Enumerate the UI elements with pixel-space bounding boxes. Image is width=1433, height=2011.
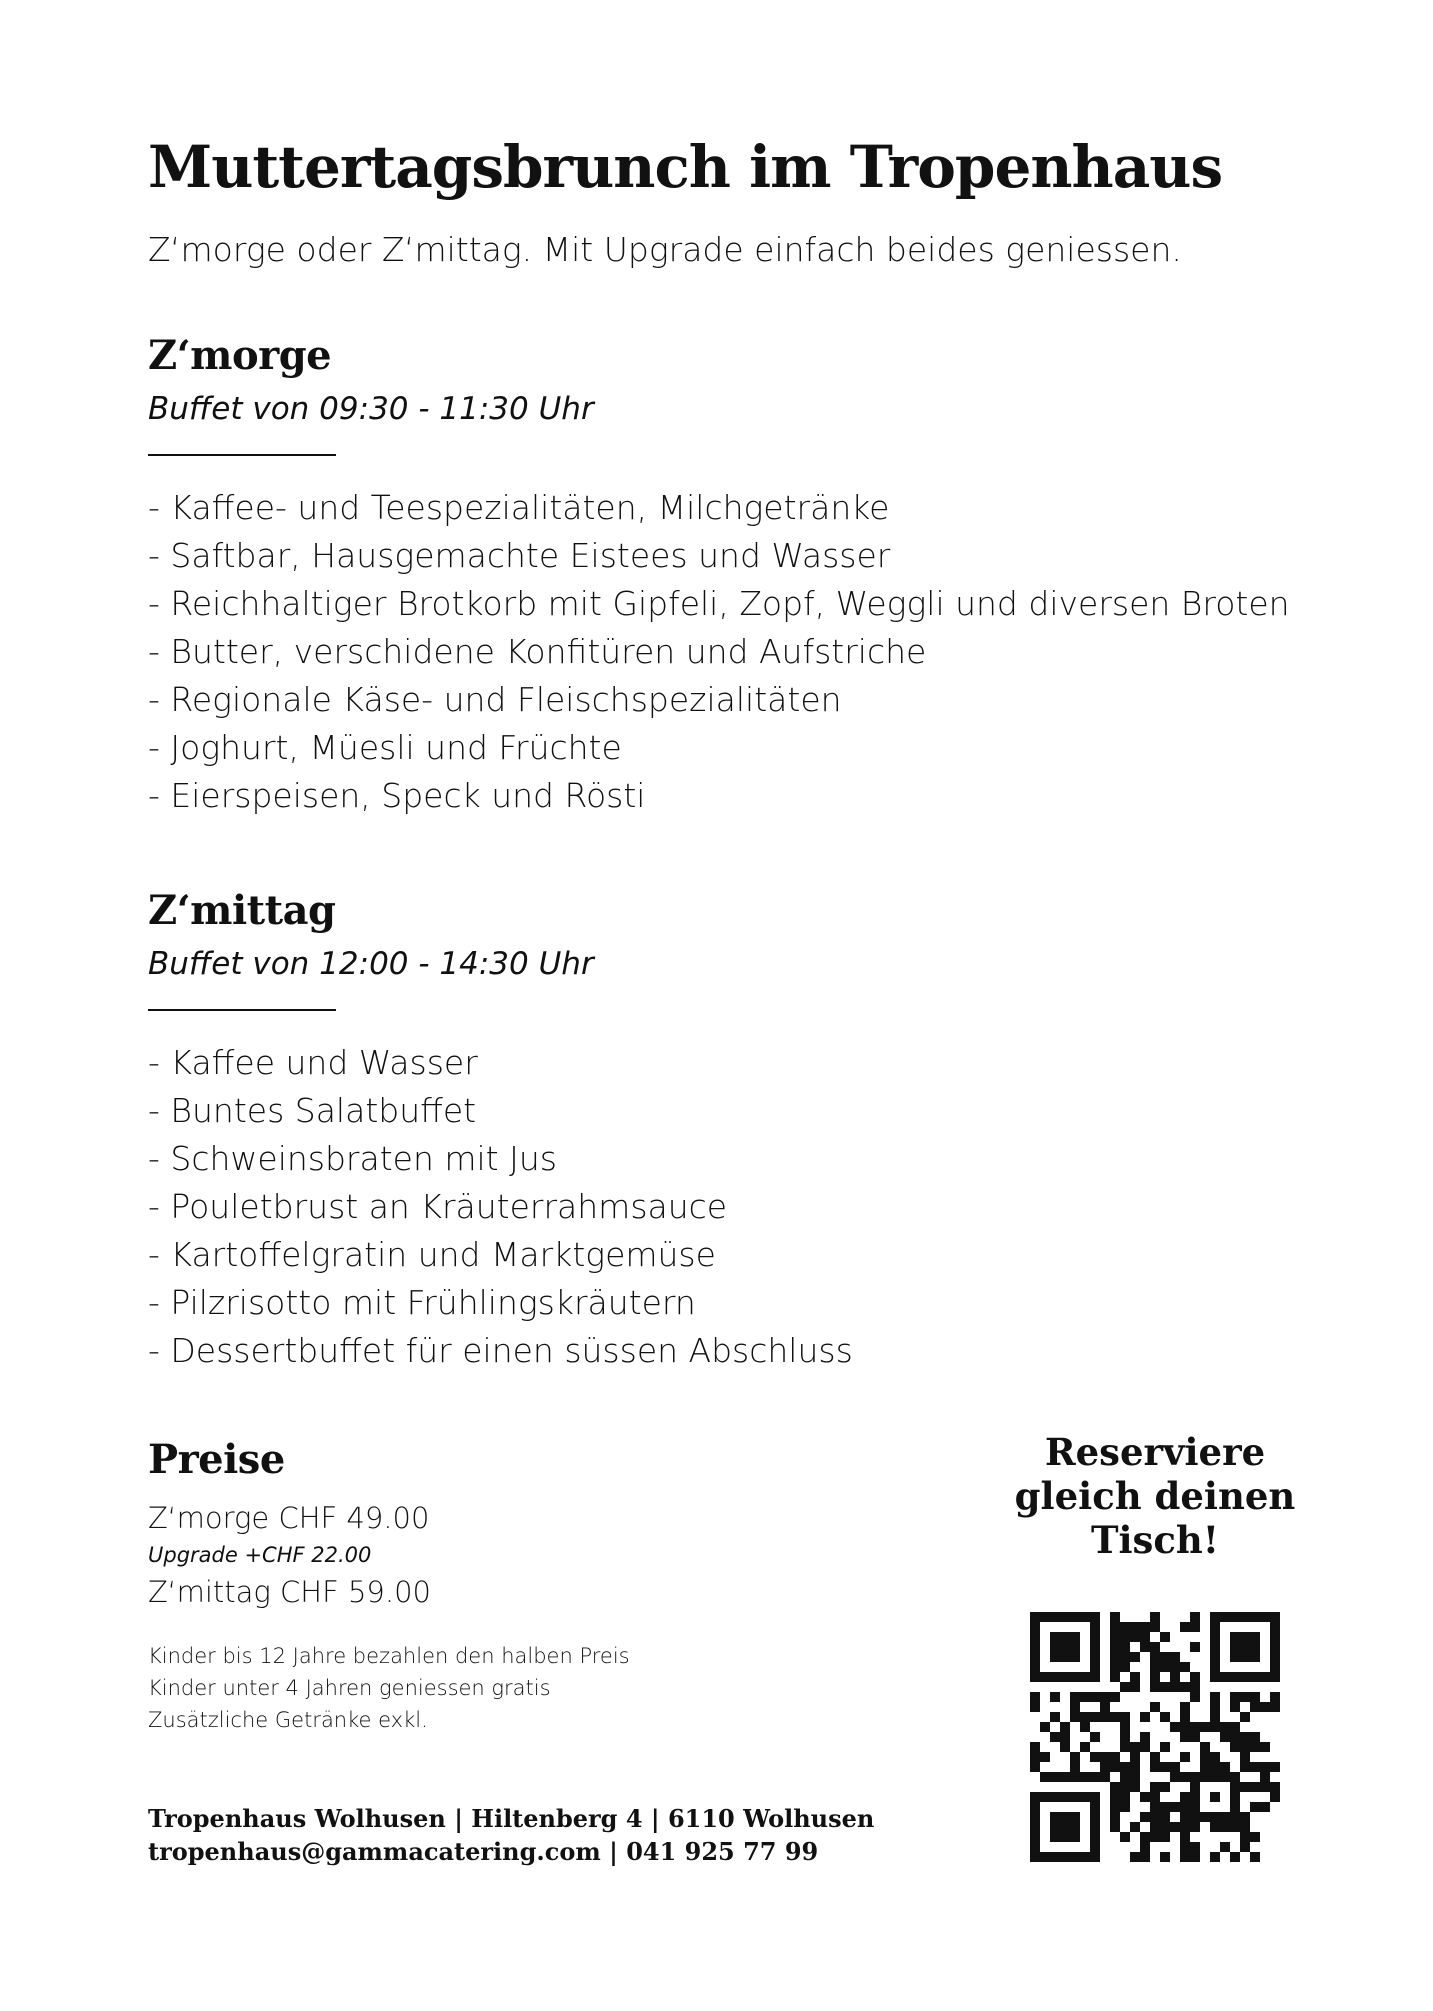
zmittag-item-list (148, 1039, 1298, 1375)
zmorge-item-list (148, 484, 1298, 820)
list-item: - Reichhaltiger Brotkorb mit Gipfeli, Zopf, Weggli und diversen Broten (148, 584, 1290, 623)
list-item: - Dessertbuffet für einen süssen Abschluss (148, 1331, 853, 1370)
contact-info (148, 1802, 874, 1868)
list-item: - Butter, verschidene Konfitüren und Aufstriche (148, 632, 927, 671)
reserve-line: Reserviere (1044, 1430, 1266, 1474)
zmittag-heading: Z‘mittag (148, 887, 336, 934)
contact-address: Tropenhaus Wolhusen | Hiltenberg 4 | 6110 Wolhusen (148, 1804, 875, 1833)
zmorge-section (148, 330, 1298, 820)
price-note: Kinder bis 12 Jahre bezahlen den halben Preis (148, 1644, 630, 1668)
zmittag-price: Z‘mittag CHF 59.00 (148, 1575, 431, 1609)
qr-code-icon[interactable] (1030, 1612, 1280, 1862)
list-item: - Kaffee und Wasser (148, 1043, 478, 1082)
reserve-callout (1000, 1430, 1310, 1562)
zmorge-heading: Z‘morge (148, 332, 332, 379)
list-item: - Joghurt, Müesli und Früchte (148, 728, 622, 767)
page-title: Muttertagsbrunch im Tropenhaus (148, 133, 1223, 201)
zmorge-price: Z‘morge CHF 49.00 (148, 1501, 430, 1535)
upgrade-price: Upgrade +CHF 22.00 (148, 1543, 372, 1567)
zmorge-divider (148, 454, 336, 456)
contact-email-phone: tropenhaus@gammacatering.com | 041 925 77 99 (148, 1837, 819, 1866)
zmittag-section (148, 885, 1298, 1375)
prices-heading: Preise (148, 1436, 285, 1483)
prices-section (148, 1434, 848, 1736)
page-subtitle: Z‘morge oder Z‘mittag. Mit Upgrade einfach beides geniessen. (148, 230, 1182, 269)
list-item: - Buntes Salatbuffet (148, 1091, 477, 1130)
list-item: - Eierspeisen, Speck und Rösti (148, 776, 646, 815)
reserve-line: Tisch! (1090, 1518, 1220, 1562)
price-note: Zusätzliche Getränke exkl. (148, 1708, 428, 1732)
list-item: - Saftbar, Hausgemachte Eistees und Wasser (148, 536, 891, 575)
reserve-line: gleich deinen (1014, 1474, 1296, 1518)
list-item: - Schweinsbraten mit Jus (148, 1139, 557, 1178)
zmittag-divider (148, 1009, 336, 1011)
price-notes (148, 1640, 848, 1736)
list-item: - Regionale Käse- und Fleischspezialitäten (148, 680, 842, 719)
zmittag-time: Buffet von 12:00 - 14:30 Uhr (148, 946, 594, 982)
list-item: - Pilzrisotto mit Frühlingskräutern (148, 1283, 696, 1322)
list-item: - Pouletbrust an Kräuterrahmsauce (148, 1187, 728, 1226)
list-item: - Kaffee- und Teespezialitäten, Milchgetränke (148, 488, 890, 527)
price-note: Kinder unter 4 Jahren geniessen gratis (148, 1676, 551, 1700)
zmorge-time: Buffet von 09:30 - 11:30 Uhr (148, 391, 594, 427)
list-item: - Kartoffelgratin und Marktgemüse (148, 1235, 716, 1274)
